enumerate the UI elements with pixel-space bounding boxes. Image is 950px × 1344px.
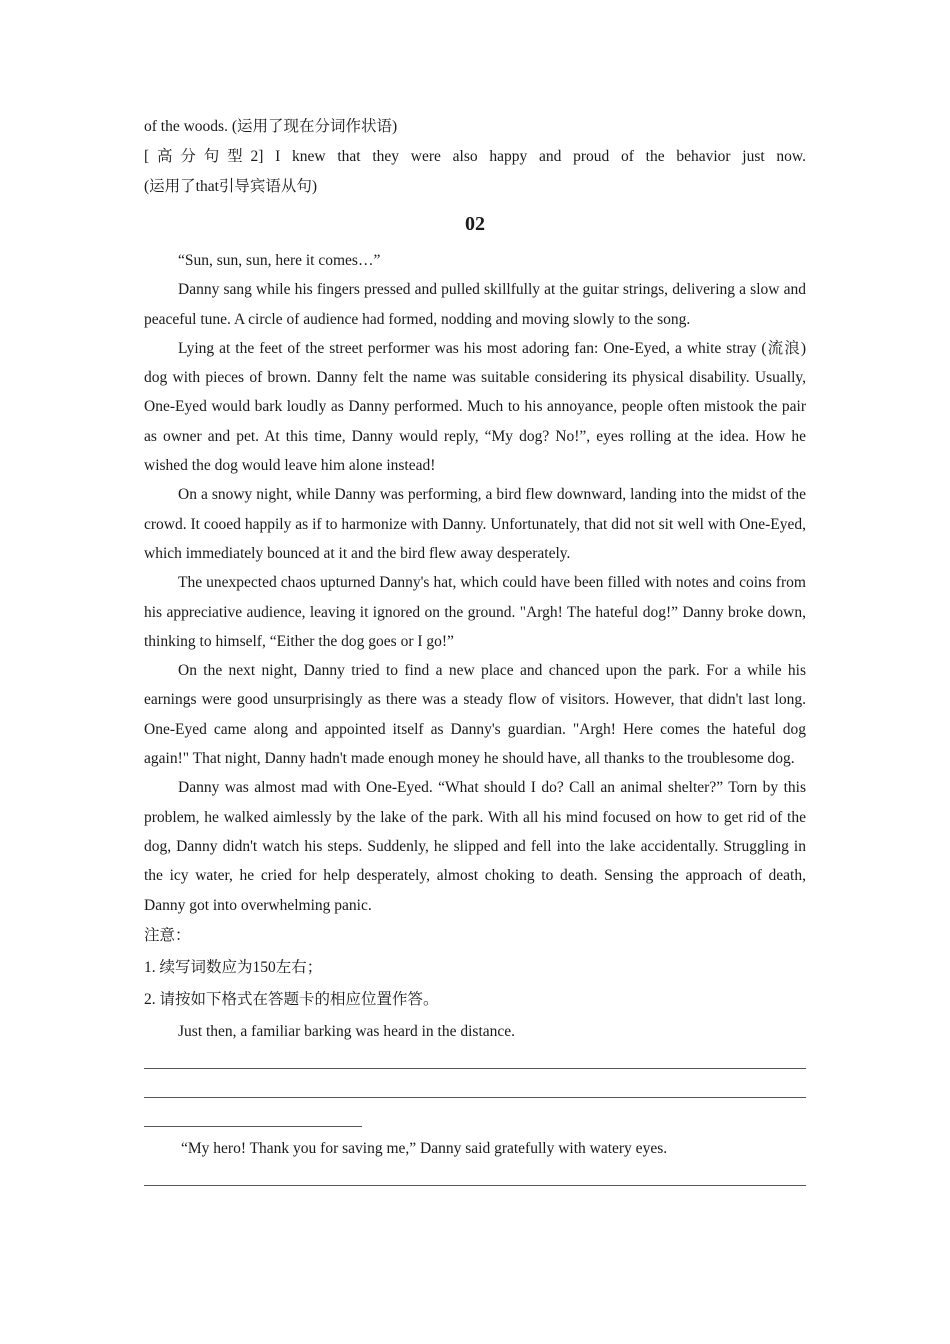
- story-paragraph: Danny sang while his fingers pressed and pulled skillfully at the guitar strings, delivering a slow and peaceful tune. A circle of audience had formed, nodding and moving slowly to the song.: [144, 281, 806, 328]
- instructions-title: 注意：: [144, 926, 191, 944]
- instruction-item: 2. 请按如下格式在答题卡的相应位置作答。: [144, 990, 439, 1008]
- instruction-item: 1. 续写词数应为150左右；: [144, 958, 323, 976]
- story-paragraph: On a snowy night, while Danny was performing, a bird flew downward, landing into the midst of the crowd. It cooed happily as if to harmonize with Danny. Unfortunately, that did not sit well with One-Eyed, which immediately bounced at it and the bird flew away desperately.: [144, 486, 806, 562]
- section-number: 02: [465, 213, 485, 235]
- story-paragraph: Danny was almost mad with One-Eyed. “What should I do? Call an animal shelter?” Torn by this problem, he walked aimlessly by the lake of the park. With all his mind focused on how to get rid of the dog, Danny didn't watch his steps. Suddenly, he slipped and fell into the lake accidentally. Struggling in the icy water, he cried for help desperately, almost choking to death. Sensing the approach of death, Danny got into overwhelming panic.: [144, 779, 806, 914]
- previous-note-line: of the woods. (运用了现在分词作状语): [144, 118, 398, 135]
- sentence-pattern-note: [高分句型2] I knew that they were also happy and proud of the behavior just now.: [144, 148, 806, 165]
- paragraph-2-opening: “My hero! Thank you for saving me,” Danny said gratefully with watery eyes.: [181, 1139, 668, 1157]
- story-paragraph: “Sun, sun, sun, here it comes…”: [178, 252, 381, 269]
- document-page: [144, 112, 806, 1186]
- story-paragraph: The unexpected chaos upturned Danny's hat, which could have been filled with notes and coins from his appreciative audience, leaving it ignored on the ground. "Argh! The hateful dog!” Danny broke down, thinking to himself, “Either the dog goes or I go!”: [144, 574, 806, 650]
- paragraph-1-opening: Just then, a familiar barking was heard in the distance.: [178, 1022, 516, 1040]
- story-paragraph: Lying at the feet of the street performer was his most adoring fan: One-Eyed, a white stray (流浪) dog with pieces of brown. Danny felt the name was suitable considering its physical disability. Usually, One-Eyed would bark loudly as Danny performed. Much to his annoyance, people often mistook the pair as owner and pet. At this time, Danny would reply, “My dog? No!”, eyes rolling at the idea. How he wished the dog would leave him alone instead!: [144, 339, 806, 475]
- sentence-pattern-explanation: (运用了that引导宾语从句): [144, 178, 318, 195]
- answer-line: [144, 1185, 806, 1186]
- story-paragraph: On the next night, Danny tried to find a new place and chanced upon the park. For a while his earnings were good unsurprisingly as there was a steady flow of visitors. However, that didn't last long. One-Eyed came along and appointed itself as Danny's guardian. "Argh! Here comes the hateful dog again!" That night, Danny hadn't made enough money he should have, all thanks to the troublesome dog.: [144, 662, 806, 768]
